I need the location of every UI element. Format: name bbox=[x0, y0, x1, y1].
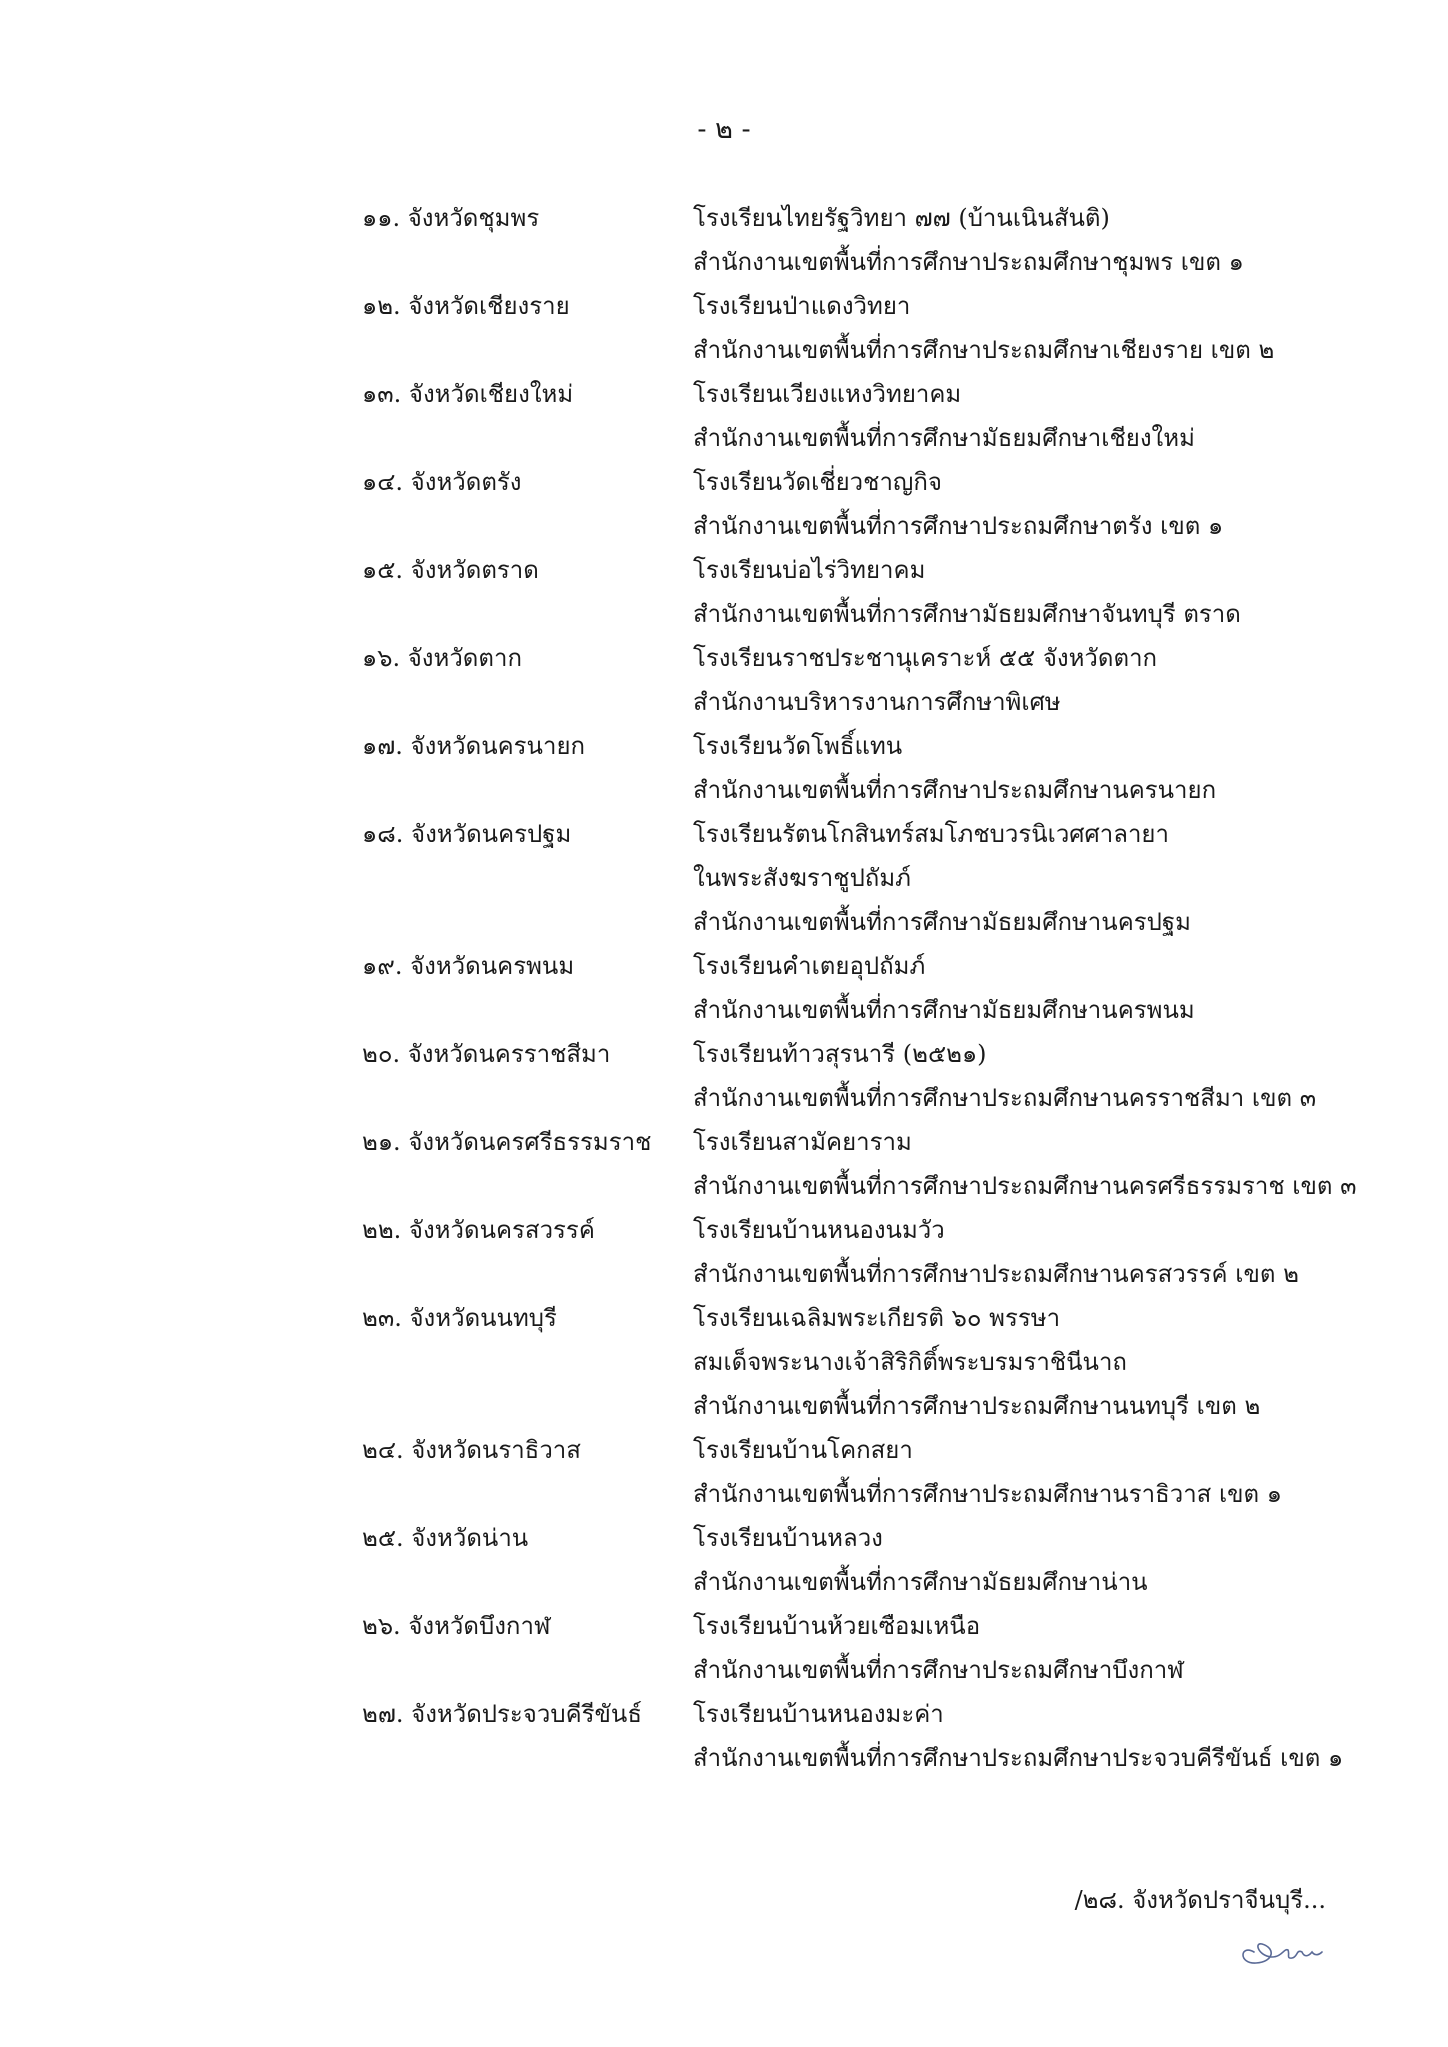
school-name: โรงเรียนรัตนโกสินทร์สมโภชบวรนิเวศศาลายา bbox=[693, 820, 1169, 848]
office-name: สำนักงานเขตพื้นที่การศึกษาประถมศึกษาประจวบคีรีขันธ์ เขต ๑ bbox=[693, 1744, 1344, 1772]
entry-item bbox=[0, 812, 1448, 944]
province-label: ๑๗. จังหวัดนครนายก bbox=[362, 732, 586, 760]
school-name: โรงเรียนบ่อไร่วิทยาคม bbox=[693, 556, 926, 584]
school-name: โรงเรียนคำเตยอุปถัมภ์ bbox=[693, 952, 926, 980]
school-name: โรงเรียนบ้านห้วยเซือมเหนือ bbox=[693, 1612, 981, 1640]
province-label: ๑๕. จังหวัดตราด bbox=[362, 556, 539, 584]
province-label: ๑๘. จังหวัดนครปฐม bbox=[362, 820, 572, 848]
school-name: โรงเรียนป่าแดงวิทยา bbox=[693, 292, 911, 320]
entry-details bbox=[693, 1604, 1393, 1692]
school-name: โรงเรียนท้าวสุรนารี (๒๕๒๑) bbox=[693, 1040, 987, 1068]
province-label: ๒๒. จังหวัดนครสวรรค์ bbox=[362, 1216, 595, 1244]
entry-item bbox=[0, 196, 1448, 284]
entry-details bbox=[693, 812, 1393, 944]
signature-initials bbox=[1232, 1930, 1332, 1970]
province-label: ๒๑. จังหวัดนครศรีธรรมราช bbox=[362, 1128, 652, 1156]
school-name: ในพระสังฆราชูปถัมภ์ bbox=[693, 864, 911, 892]
province-label: ๒๗. จังหวัดประจวบคีรีขันธ์ bbox=[362, 1700, 642, 1728]
office-name: สำนักงานเขตพื้นที่การศึกษาประถมศึกษานครสวรรค์ เขต ๒ bbox=[693, 1260, 1299, 1288]
school-name: โรงเรียนเวียงแหงวิทยาคม bbox=[693, 380, 962, 408]
province-label: ๑๔. จังหวัดตรัง bbox=[362, 468, 522, 496]
office-name: สำนักงานเขตพื้นที่การศึกษามัธยมศึกษาน่าน bbox=[693, 1568, 1148, 1596]
continuation-note: /๒๘. จังหวัดปราจีนบุรี... bbox=[1074, 1886, 1326, 1914]
entry-item bbox=[0, 1120, 1448, 1208]
school-name: โรงเรียนสามัคยาราม bbox=[693, 1128, 912, 1156]
entry-details bbox=[693, 1428, 1393, 1516]
entry-list bbox=[0, 196, 1448, 1780]
office-name: สำนักงานเขตพื้นที่การศึกษาประถมศึกษานนทบุรี เขต ๒ bbox=[693, 1392, 1261, 1420]
entry-item bbox=[0, 1692, 1448, 1780]
entry-item bbox=[0, 1604, 1448, 1692]
entry-details bbox=[693, 460, 1393, 548]
office-name: สำนักงานเขตพื้นที่การศึกษาประถมศึกษานราธิวาส เขต ๑ bbox=[693, 1480, 1283, 1508]
entry-item bbox=[0, 724, 1448, 812]
province-label: ๒๕. จังหวัดน่าน bbox=[362, 1524, 529, 1552]
entry-item bbox=[0, 372, 1448, 460]
entry-item bbox=[0, 460, 1448, 548]
entry-details bbox=[693, 1296, 1393, 1428]
office-name: สำนักงานเขตพื้นที่การศึกษาประถมศึกษาเชียงราย เขต ๒ bbox=[693, 336, 1275, 364]
office-name: สำนักงานเขตพื้นที่การศึกษามัธยมศึกษานครพนม bbox=[693, 996, 1195, 1024]
school-name: โรงเรียนไทยรัฐวิทยา ๗๗ (บ้านเนินสันติ) bbox=[693, 204, 1110, 232]
school-name: โรงเรียนวัดโพธิ์แทน bbox=[693, 732, 903, 760]
entry-item bbox=[0, 636, 1448, 724]
office-name: สำนักงานเขตพื้นที่การศึกษาประถมศึกษานครนายก bbox=[693, 776, 1217, 804]
entry-details bbox=[693, 1208, 1393, 1296]
office-name: สำนักงานเขตพื้นที่การศึกษามัธยมศึกษานครปฐม bbox=[693, 908, 1191, 936]
province-label: ๑๒. จังหวัดเชียงราย bbox=[362, 292, 570, 320]
entry-item bbox=[0, 944, 1448, 1032]
province-label: ๑๖. จังหวัดตาก bbox=[362, 644, 522, 672]
page-number: - ๒ - bbox=[697, 114, 751, 145]
province-label: ๒๓. จังหวัดนนทบุรี bbox=[362, 1304, 557, 1332]
school-name: โรงเรียนเฉลิมพระเกียรติ ๖๐ พรรษา bbox=[693, 1304, 1061, 1332]
office-name: สำนักงานเขตพื้นที่การศึกษาประถมศึกษาชุมพร เขต ๑ bbox=[693, 248, 1244, 276]
entry-item bbox=[0, 1428, 1448, 1516]
office-name: สำนักงานเขตพื้นที่การศึกษาประถมศึกษานครศรีธรรมราช เขต ๓ bbox=[693, 1172, 1357, 1200]
entry-details bbox=[693, 372, 1393, 460]
province-label: ๑๓. จังหวัดเชียงใหม่ bbox=[362, 380, 574, 408]
office-name: สำนักงานเขตพื้นที่การศึกษามัธยมศึกษาเชียงใหม่ bbox=[693, 424, 1195, 452]
province-label: ๒๖. จังหวัดบึงกาฬ bbox=[362, 1612, 551, 1640]
entry-item bbox=[0, 1208, 1448, 1296]
entry-item bbox=[0, 548, 1448, 636]
entry-details bbox=[693, 636, 1393, 724]
entry-details bbox=[693, 944, 1393, 1032]
school-name: โรงเรียนบ้านโคกสยา bbox=[693, 1436, 913, 1464]
province-label: ๑๙. จังหวัดนครพนม bbox=[362, 952, 575, 980]
office-name: สำนักงานบริหารงานการศึกษาพิเศษ bbox=[693, 688, 1061, 716]
entry-details bbox=[693, 548, 1393, 636]
entry-details bbox=[693, 284, 1393, 372]
entry-item bbox=[0, 1296, 1448, 1428]
entry-details bbox=[693, 1692, 1393, 1780]
school-name: โรงเรียนบ้านหนองมะค่า bbox=[693, 1700, 944, 1728]
entry-details bbox=[693, 1032, 1393, 1120]
office-name: สำนักงานเขตพื้นที่การศึกษาประถมศึกษาบึงกาฬ bbox=[693, 1656, 1184, 1684]
province-label: ๒๔. จังหวัดนราธิวาส bbox=[362, 1436, 581, 1464]
school-name: โรงเรียนบ้านหนองนมวัว bbox=[693, 1216, 945, 1244]
province-label: ๒๐. จังหวัดนครราชสีมา bbox=[362, 1040, 611, 1068]
entry-details bbox=[693, 1120, 1393, 1208]
entry-item bbox=[0, 1032, 1448, 1120]
entry-item bbox=[0, 284, 1448, 372]
school-name: สมเด็จพระนางเจ้าสิริกิติ์พระบรมราชินีนาถ bbox=[693, 1348, 1127, 1376]
office-name: สำนักงานเขตพื้นที่การศึกษาประถมศึกษานครราชสีมา เขต ๓ bbox=[693, 1084, 1317, 1112]
entry-item bbox=[0, 1516, 1448, 1604]
school-name: โรงเรียนวัดเชี่ยวชาญกิจ bbox=[693, 468, 942, 496]
entry-details bbox=[693, 196, 1393, 284]
entry-details bbox=[693, 1516, 1393, 1604]
school-name: โรงเรียนราชประชานุเคราะห์ ๕๕ จังหวัดตาก bbox=[693, 644, 1158, 672]
province-label: ๑๑. จังหวัดชุมพร bbox=[362, 204, 540, 232]
office-name: สำนักงานเขตพื้นที่การศึกษาประถมศึกษาตรัง เขต ๑ bbox=[693, 512, 1224, 540]
entry-details bbox=[693, 724, 1393, 812]
school-name: โรงเรียนบ้านหลวง bbox=[693, 1524, 883, 1552]
office-name: สำนักงานเขตพื้นที่การศึกษามัธยมศึกษาจันทบุรี ตราด bbox=[693, 600, 1241, 628]
